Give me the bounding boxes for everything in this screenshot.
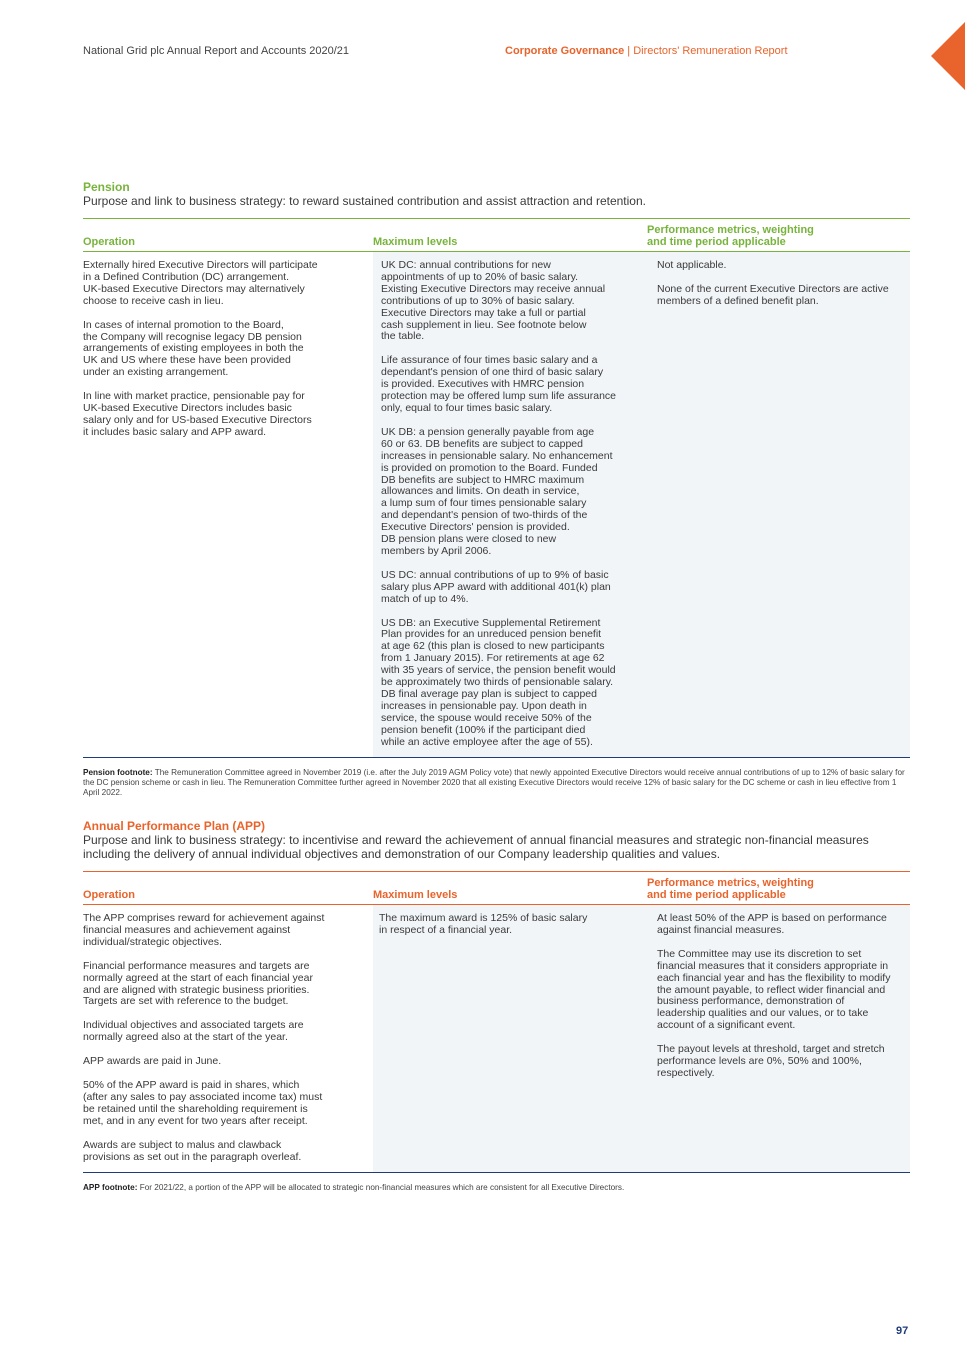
app-operation-para: The APP comprises reward for achievement against financial measures and achievement against individual/strategic objectives. bbox=[83, 912, 325, 948]
app-operation-para: APP awards are paid in June. bbox=[83, 1055, 222, 1068]
page-number: 97 bbox=[896, 1325, 909, 1337]
pension-max-levels-cell bbox=[373, 252, 647, 757]
app-section bbox=[83, 819, 910, 1193]
app-title: Annual Performance Plan (APP) bbox=[83, 819, 266, 833]
app-metrics-cell bbox=[647, 905, 910, 1172]
breadcrumb-separator: | bbox=[624, 45, 634, 57]
app-operation-para: Financial performance measures and targets are normally agreed at the start of each financial year and are aligned with strategic business priorities. Targets are set with reference to the budget. bbox=[83, 959, 313, 1008]
app-max-levels-cell bbox=[373, 905, 647, 1172]
pension-table bbox=[83, 218, 910, 758]
app-table-header bbox=[83, 871, 910, 905]
app-footnote bbox=[83, 1183, 910, 1193]
section-breadcrumb bbox=[505, 45, 788, 57]
pension-table-body bbox=[83, 252, 910, 758]
pension-footnote bbox=[83, 768, 910, 798]
report-title: National Grid plc Annual Report and Accounts 2020/21 bbox=[83, 45, 350, 57]
pension-header-max-levels: Maximum levels bbox=[373, 236, 458, 248]
app-operation-para: Individual objectives and associated targets are normally agreed also at the start of the year. bbox=[83, 1019, 304, 1044]
app-metrics-para: The payout levels at threshold, target and stretch performance levels are 0%, 50% and 100%, respectively. bbox=[657, 1043, 885, 1079]
pension-operation-cell bbox=[83, 252, 373, 757]
pension-section bbox=[83, 180, 910, 798]
app-metrics-para: At least 50% of the APP is based on performance against financial measures. bbox=[657, 912, 887, 936]
pension-footnote-text: The Remuneration Committee agreed in November 2019 (i.e. after the July 2019 AGM Policy vote) that newly appointed Executive Directors would receive annual contributions of up to 12% of basic salary for the DC pension scheme or cash in lieu. The Remuneration Committee further agreed in November 2020 that all existing Executive Directors would receive 12% of basic salary for the DC scheme or cash in lieu effective from 1 April 2022. bbox=[83, 767, 905, 797]
app-purpose: Purpose and link to business strategy: to incentivise and reward the achievement of annual financial measures and strategic non-financial measures including the delivery of annual individual objectives and demonstration of our Company leadership qualities and values. bbox=[83, 833, 869, 861]
pension-max-levels-para: UK DC: annual contributions for new appointments of up to 20% of basic salary. Existing Executive Directors may receive annual contributions of up to 30% of basic salary. Executive Directors may take a full or partial cash supplement in lieu. See footnote below the table. bbox=[381, 259, 606, 343]
pension-max-levels-para: Life assurance of four times basic salary and a dependant's pension of one third of basic salary is provided. Executives with HMRC pension protection may be offered lump sum life assurance only, equal to four times basic salary. bbox=[381, 354, 617, 414]
pension-table-header bbox=[83, 218, 910, 252]
app-header-max-levels: Maximum levels bbox=[373, 889, 458, 901]
pension-purpose: Purpose and link to business strategy: to reward sustained contribution and assist attraction and retention. bbox=[83, 194, 646, 208]
pension-metrics-cell bbox=[647, 252, 910, 757]
app-footnote-label: APP footnote: bbox=[83, 1182, 138, 1192]
app-header-metrics: Performance metrics, weighting and time period applicable bbox=[647, 877, 814, 901]
pension-operation-para: Externally hired Executive Directors will participate in a Defined Contribution (DC) arrangement. UK-based Executive Directors may alternatively choose to receive cash in lieu. bbox=[83, 259, 318, 307]
app-table-body bbox=[83, 905, 910, 1173]
pension-operation-para: In line with market practice, pensionable pay for UK-based Executive Directors includes basic salary only and for US-based Executive Directors it includes basic salary and APP award. bbox=[83, 390, 312, 438]
breadcrumb-page: Directors' Remuneration Report bbox=[633, 45, 788, 57]
pension-max-levels-para: US DC: annual contributions of up to 9% of basic salary plus APP award with additional 401(k) plan match of up to 4%. bbox=[381, 568, 611, 605]
pension-metrics-para: Not applicable. bbox=[657, 259, 727, 271]
pension-header-metrics: Performance metrics, weighting and time period applicable bbox=[647, 224, 814, 248]
app-max-levels-para: The maximum award is 125% of basic salary in respect of a financial year. bbox=[379, 912, 588, 936]
app-table bbox=[83, 871, 910, 1173]
pension-title: Pension bbox=[83, 180, 130, 194]
pension-operation-para: In cases of internal promotion to the Board, the Company will recognise legacy DB pension arrangements of existing employees in both the UK and US where these have been provided under an existing arrangement. bbox=[83, 318, 304, 379]
pension-header-operation: Operation bbox=[83, 236, 135, 248]
corner-tab-icon bbox=[931, 22, 965, 90]
app-header-operation: Operation bbox=[83, 889, 135, 901]
pension-footnote-label: Pension footnote: bbox=[83, 767, 153, 777]
app-operation-cell bbox=[83, 905, 373, 1172]
breadcrumb-section: Corporate Governance bbox=[505, 45, 625, 57]
pension-max-levels-para: UK DB: a pension generally payable from age 60 or 63. DB benefits are subject to capped increases in pensionable salary. No enhancement is provided on promotion to the Board. Funded DB benefits are subject to HMRC maximum allowances and limits. On death in service, a lump sum of four times pensionable salary and dependant's pension of two-thirds of the Executive Directors' pension is provided. DB pension plans were closed to new members by April 2006. bbox=[381, 425, 613, 557]
pension-metrics-para: None of the current Executive Directors are active members of a defined benefit plan. bbox=[657, 282, 889, 307]
app-footnote-text: For 2021/22, a portion of the APP will be allocated to strategic non-financial measures which are consistent for all Executive Directors. bbox=[137, 1182, 625, 1192]
app-metrics-para: The Committee may use its discretion to set financial measures that it considers appropriate in each financial year and has the flexibility to modify the amount payable, to reflect wider financial and business performance, demonstration of leadership qualities and our values, or to take account of a significant event. bbox=[657, 947, 891, 1032]
app-operation-para: 50% of the APP award is paid in shares, which (after any sales to pay associated income tax) must be retained until the shareholding requirement is met, and in any event for two years after receipt. bbox=[83, 1079, 323, 1127]
app-operation-para: Awards are subject to malus and clawback provisions as set out in the paragraph overleaf. bbox=[83, 1138, 302, 1163]
pension-max-levels-para: US DB: an Executive Supplemental Retirement Plan provides for an unreduced pension benefit at age 62 (this plan is closed to new participants from 1 January 2015). For retirements at age 62 with 35 years of service, the pension benefit would be approximately two thirds of pensionable salary. DB final average pay plan is subject to capped increases in pensionable pay. Upon death in service, the spouse would receive 50% of the pension benefit (100% if the participant died while an active employee after the age of 55). bbox=[381, 616, 616, 748]
